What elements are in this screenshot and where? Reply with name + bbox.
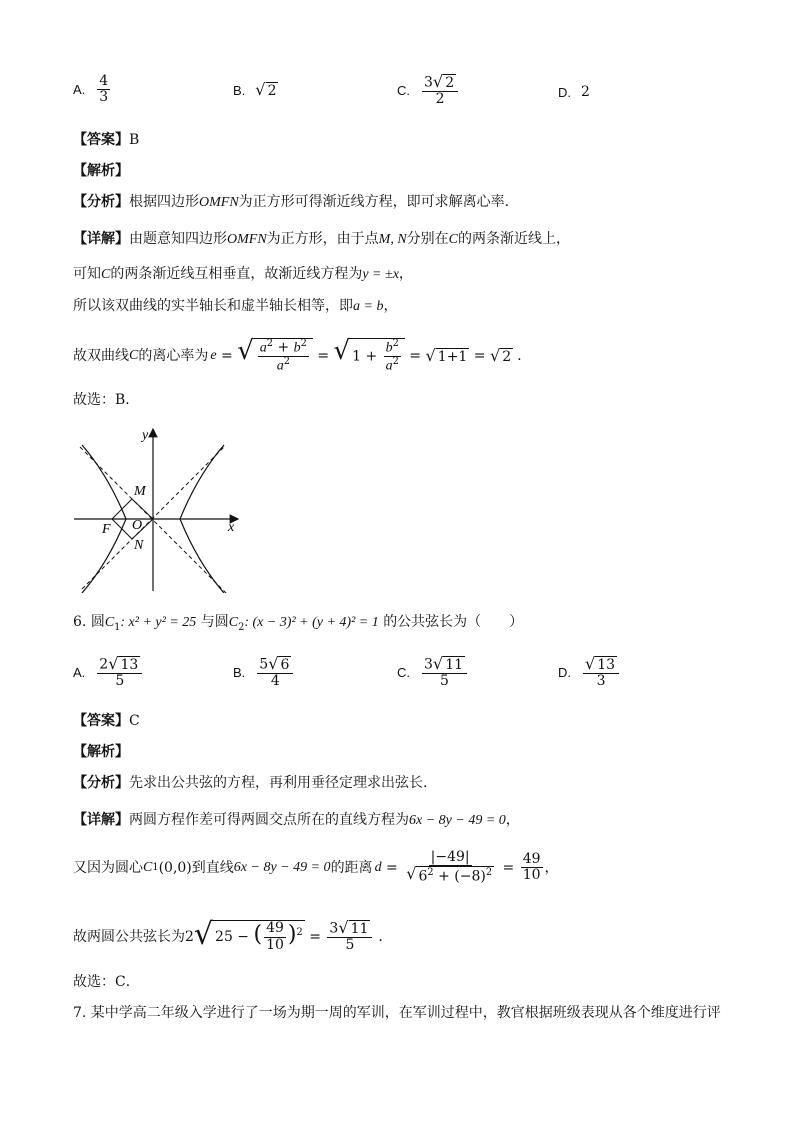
q5-option-b: B. √ 2 bbox=[233, 80, 277, 99]
hyperbola-figure bbox=[68, 425, 248, 593]
q6-detail-line-2: 又因为圆心 C 1 (0,0) 到直线 6x − 8y − 49 = 0 的距离 d = |−49| √ $6^2 + (-8)^2$ = $\frac{49}{10}$ ， bbox=[73, 849, 559, 886]
q6-option-d: D. √ 13 3 bbox=[558, 656, 621, 689]
q5-detail-line-2: 可知C的两条渐近线互相垂直，故渐近线方程为y = ±x， bbox=[73, 266, 413, 282]
q6-answer: 【答案】C bbox=[73, 713, 140, 729]
q6-detail-line-3: 故两圆公共弦长为 2 √ 25 − ( $\frac{49}{10}$ )$^2$ = 3 √ 11 5 . bbox=[73, 917, 383, 954]
label-m: M bbox=[134, 484, 146, 499]
q6-analysis-heading: 【解析】 bbox=[73, 744, 129, 760]
q6-option-c: C. 3 √ 11 5 bbox=[397, 656, 469, 689]
q5-detail-line-4: 故双曲线 C 的离心率为 e = √ $\frac{a^2 + b^2}{a^2}$ = √ 1 + $\frac{b^2}{a^2}$ = √ 1+1 = √ 2 . bbox=[73, 336, 522, 374]
q6-detail-line-1: 【详解】两圆方程作差可得两圆交点所在的直线方程为6x − 8y − 49 = 0， bbox=[73, 812, 520, 828]
q5-option-a: A. $\frac{4}{3}$ bbox=[73, 73, 109, 106]
q6-choice: 故选：C． bbox=[73, 974, 140, 990]
q5-choice: 故选：B． bbox=[73, 392, 140, 408]
q5-option-c: C. 3 √ 2 2 bbox=[397, 74, 460, 107]
label-x: x bbox=[228, 520, 235, 535]
q6-option-a: A. 2 √ 13 5 bbox=[73, 656, 144, 689]
q6-stem: 6. 圆$C_1$: x² + y² = 25 与圆$C_2$: (x − 3)² + (y + 4)² = 1 的公共弦长为（ ） bbox=[73, 614, 524, 633]
label-f: F bbox=[102, 522, 111, 537]
q5-detail-line-3: 所以该双曲线的实半轴长和虚半轴长相等，即a = b， bbox=[73, 298, 398, 314]
q6-option-b: B. 5 √ 6 4 bbox=[233, 656, 295, 689]
q5-option-d: D. 2 bbox=[558, 84, 590, 100]
label-n: N bbox=[134, 538, 144, 553]
q5-fenxi: 【分析】根据四边形OMFN为正方形可得渐近线方程，即可求解离心率. bbox=[73, 194, 510, 210]
q5-answer: 【答案】B bbox=[73, 132, 140, 148]
label-y: y bbox=[142, 428, 149, 443]
q6-fenxi: 【分析】先求出公共弦的方程，再利用垂径定理求出弦长. bbox=[73, 775, 428, 791]
q5-detail-line-1: 【详解】由题意知四边形OMFN为正方形，由于点M, N分别在C的两条渐近线上， bbox=[73, 231, 571, 247]
q7-stem: 7. 某中学高二年级入学进行了一场为期一周的军训，在军训过程中，教官根据班级表现从各个维度进行评 bbox=[73, 1005, 721, 1021]
q5-analysis-heading: 【解析】 bbox=[73, 163, 129, 179]
label-o: O bbox=[132, 518, 143, 533]
